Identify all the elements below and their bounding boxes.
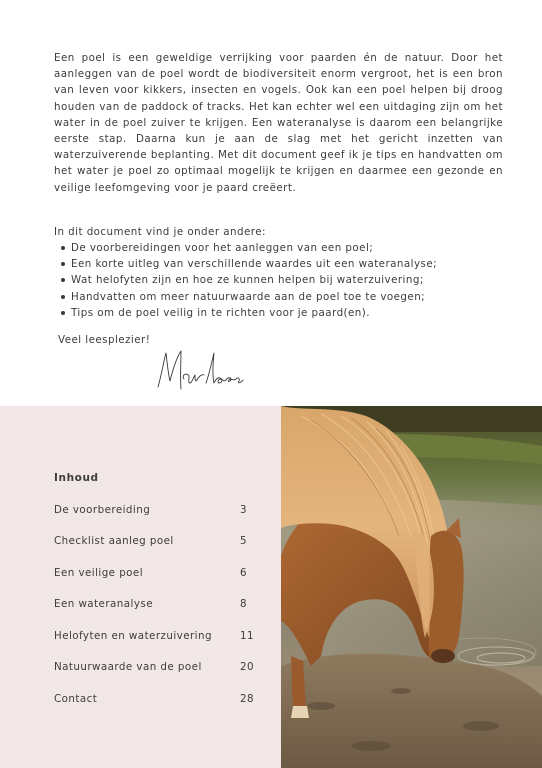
toc-item-page: 20: [240, 661, 255, 673]
signature-marloes: [154, 345, 250, 395]
list-intro: In dit document vind je onder andere:: [54, 226, 266, 238]
toc-item-page: 28: [240, 693, 255, 705]
bullet-item: Handvatten om meer natuurwaarde aan de poel toe te voegen;: [54, 289, 514, 305]
intro-paragraph: Een poel is een geweldige verrijking voor paarden én de natuur. Door het aanleggen van de poel wordt de biodiversiteit enorm vergroot, het is een bron van leven voor kikkers, insecten en vogels. Ook kan een poel helpen bij droog houden van de paddock of tracks. Het kan echter wel een uitdaging zijn om het water in de poel zuiver te krijgen. Een wateranalyse is daarom een belangrijke eerste stap. Daarna kun je aan de slag met het gericht inzetten van waterzuiverende beplanting. Met dit document geef ik je tips en handvatten om het water je poel zo optimaal mogelijk te krijgen en daarmee een gezonde en veilige leefomgeving voor je paard creëert.: [54, 52, 503, 194]
toc-item-page: 5: [240, 535, 248, 547]
closing-line: Veel leesplezier!: [58, 334, 151, 346]
bullet-item: Tips om de poel veilig in te richten voor je paard(en).: [54, 305, 514, 321]
toc-item-page: 3: [240, 504, 248, 516]
bullet-item: Wat helofyten zijn en hoe ze kunnen helpen bij waterzuivering;: [54, 272, 514, 288]
toc-item[interactable]: [54, 693, 254, 709]
toc-title: Inhoud: [54, 472, 99, 484]
toc-item[interactable]: [54, 630, 254, 646]
toc-item-label: De voorbereiding: [54, 504, 151, 516]
toc-item[interactable]: [54, 535, 254, 551]
toc-item-page: 8: [240, 598, 248, 610]
toc-item-label: Contact: [54, 693, 98, 705]
toc-item-label: Helofyten en waterzuivering: [54, 630, 212, 642]
table-of-contents-panel: [0, 406, 281, 768]
toc-item[interactable]: [54, 567, 254, 583]
toc-item-label: Checklist aanleg poel: [54, 535, 174, 547]
toc-item-page: 11: [240, 630, 255, 642]
toc-item-label: Natuurwaarde van de poel: [54, 661, 202, 673]
toc-item[interactable]: [54, 504, 254, 520]
bullet-item: De voorbereidingen voor het aanleggen van een poel;: [54, 240, 514, 256]
content-bullet-list: [54, 240, 514, 321]
toc-item-page: 6: [240, 567, 248, 579]
toc-item[interactable]: [54, 661, 254, 677]
pony-drinking-photo: [281, 406, 542, 768]
toc-item-label: Een wateranalyse: [54, 598, 153, 610]
toc-item-label: Een veilige poel: [54, 567, 144, 579]
bullet-item: Een korte uitleg van verschillende waardes uit een wateranalyse;: [54, 256, 514, 272]
toc-item[interactable]: [54, 598, 254, 614]
